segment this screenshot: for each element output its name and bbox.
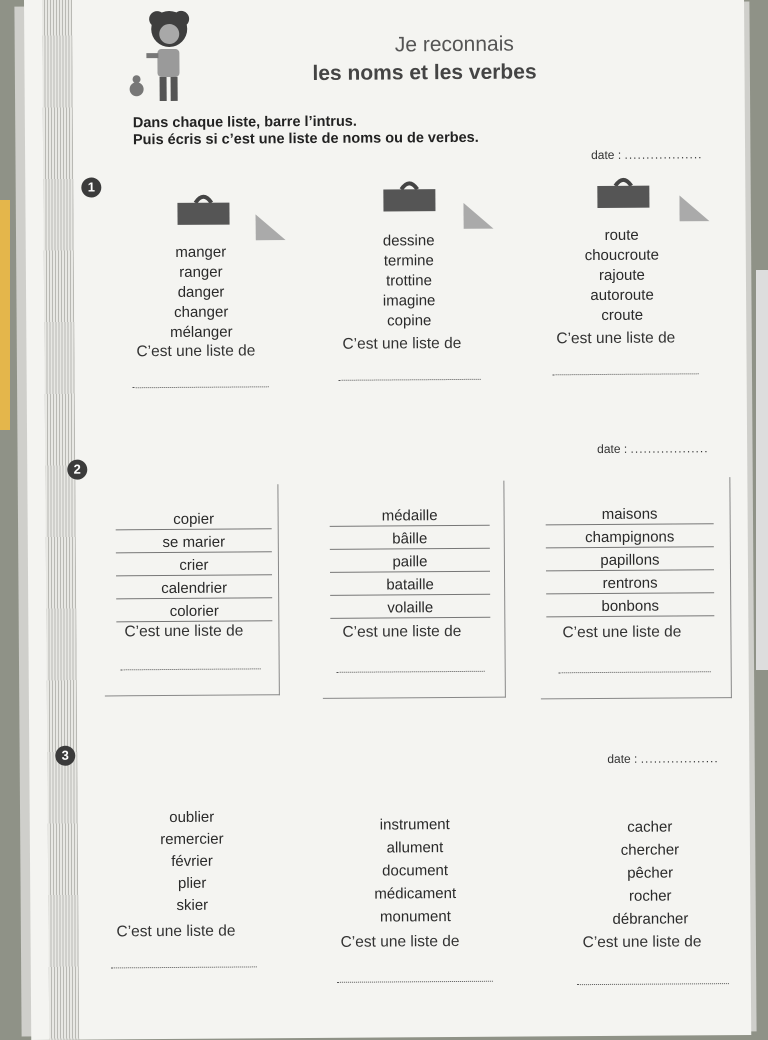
- word-item[interactable]: manger: [175, 243, 227, 261]
- word-item[interactable]: instrument: [379, 816, 450, 834]
- word-item[interactable]: copine: [387, 312, 432, 330]
- word-item[interactable]: imagine: [382, 292, 436, 310]
- word-item[interactable]: remercier: [160, 830, 224, 849]
- triangle-icon: [679, 195, 709, 221]
- word-item[interactable]: plier: [177, 874, 207, 892]
- weight-icon: [381, 177, 437, 213]
- weight-icon: [175, 191, 231, 227]
- date-field-2[interactable]: [597, 441, 708, 456]
- word-item[interactable]: se marier: [116, 529, 272, 553]
- answer-prompt: C’est une liste de: [342, 334, 462, 353]
- word-item[interactable]: maisons: [546, 501, 714, 525]
- instructions: [133, 113, 479, 149]
- word-item[interactable]: médicament: [374, 885, 457, 903]
- word-item[interactable]: oublier: [169, 808, 215, 827]
- word-list-3c: [590, 815, 711, 931]
- word-item[interactable]: termine: [383, 252, 434, 270]
- answer-line[interactable]: [553, 373, 699, 375]
- page-spine: [42, 0, 79, 1040]
- word-list-2a: [116, 506, 273, 622]
- word-item[interactable]: trottine: [385, 272, 432, 290]
- word-item[interactable]: allument: [386, 839, 444, 857]
- word-item[interactable]: calendrier: [116, 575, 272, 599]
- word-item[interactable]: danger: [177, 283, 225, 301]
- word-item[interactable]: rocher: [628, 887, 672, 905]
- word-item[interactable]: février: [171, 852, 213, 870]
- word-item[interactable]: colorier: [116, 598, 272, 622]
- answer-prompt: C’est une liste de: [116, 922, 236, 941]
- date-label: date :: [607, 751, 638, 766]
- word-item[interactable]: champignons: [546, 524, 714, 548]
- answer-prompt: C’est une liste de: [342, 622, 462, 641]
- word-item[interactable]: volaille: [330, 595, 490, 619]
- answer-prompt: C’est une liste de: [556, 329, 676, 348]
- child-illustration-icon: [124, 7, 205, 108]
- word-list-2b: [330, 503, 491, 619]
- answer-line[interactable]: [577, 983, 729, 985]
- exercise-number-1: 1: [81, 177, 101, 197]
- page-title-line2: les noms et les verbes: [312, 60, 537, 85]
- instruction-line2: Puis écris si c’est une liste de noms ou de verbes.: [132, 129, 479, 149]
- answer-prompt: C’est une liste de: [340, 932, 460, 951]
- worksheet-page: [24, 0, 751, 1040]
- word-list-3a: [132, 806, 253, 917]
- date-dots: ..................: [640, 751, 719, 766]
- word-item[interactable]: rajoute: [598, 266, 645, 284]
- word-item[interactable]: cacher: [627, 818, 673, 836]
- word-item[interactable]: skier: [176, 896, 209, 914]
- page-title-line1: Je reconnais: [394, 32, 514, 57]
- answer-prompt: C’est une liste de: [562, 623, 682, 642]
- exercise-number-3: 3: [55, 746, 75, 766]
- word-item[interactable]: ranger: [179, 263, 223, 281]
- word-item[interactable]: bonbons: [546, 593, 714, 617]
- date-dots: ..................: [630, 441, 709, 456]
- word-item[interactable]: document: [382, 862, 449, 880]
- word-item[interactable]: chercher: [620, 841, 680, 859]
- triangle-icon: [463, 203, 493, 229]
- word-item[interactable]: dessine: [382, 232, 435, 250]
- word-item[interactable]: papillons: [546, 547, 714, 571]
- word-item[interactable]: bataille: [330, 572, 490, 596]
- date-field-1[interactable]: [591, 147, 702, 162]
- word-item[interactable]: pêcher: [627, 864, 674, 882]
- word-list-1c: [562, 225, 683, 326]
- word-list-1a: [146, 242, 257, 343]
- date-label: date :: [591, 147, 622, 163]
- date-label: date :: [597, 441, 628, 457]
- word-item[interactable]: crier: [116, 552, 272, 576]
- word-item[interactable]: mélanger: [169, 323, 233, 341]
- answer-line[interactable]: [337, 981, 493, 983]
- word-item[interactable]: changer: [174, 303, 229, 321]
- word-item[interactable]: choucroute: [584, 246, 659, 265]
- word-item[interactable]: médaille: [330, 503, 490, 527]
- date-dots: ..................: [624, 147, 703, 162]
- triangle-icon: [256, 214, 286, 240]
- instruction-line1: Dans chaque liste, barre l’intrus.: [132, 113, 357, 132]
- word-item[interactable]: route: [604, 226, 639, 244]
- answer-line[interactable]: [339, 379, 481, 381]
- answer-prompt: C’est une liste de: [582, 933, 702, 952]
- word-item[interactable]: paille: [330, 549, 490, 573]
- word-item[interactable]: bâille: [330, 526, 490, 550]
- weight-icon: [595, 174, 651, 210]
- answer-line[interactable]: [133, 386, 269, 388]
- answer-line[interactable]: [111, 966, 257, 968]
- word-list-1b: [354, 231, 465, 332]
- date-field-3[interactable]: [607, 751, 718, 766]
- word-item[interactable]: autoroute: [590, 286, 654, 305]
- word-item[interactable]: copier: [116, 506, 272, 530]
- word-list-2c: [546, 501, 715, 617]
- word-list-3b: [350, 813, 481, 929]
- answer-prompt: C’est une liste de: [136, 342, 256, 361]
- word-item[interactable]: monument: [379, 908, 451, 926]
- exercise-number-2: 2: [67, 460, 87, 480]
- background-object-left: [0, 200, 10, 430]
- word-item[interactable]: débrancher: [612, 910, 689, 928]
- answer-prompt: C’est une liste de: [124, 622, 244, 641]
- word-item[interactable]: croute: [601, 306, 644, 324]
- background-object-right: [756, 270, 768, 670]
- word-item[interactable]: rentrons: [546, 570, 714, 594]
